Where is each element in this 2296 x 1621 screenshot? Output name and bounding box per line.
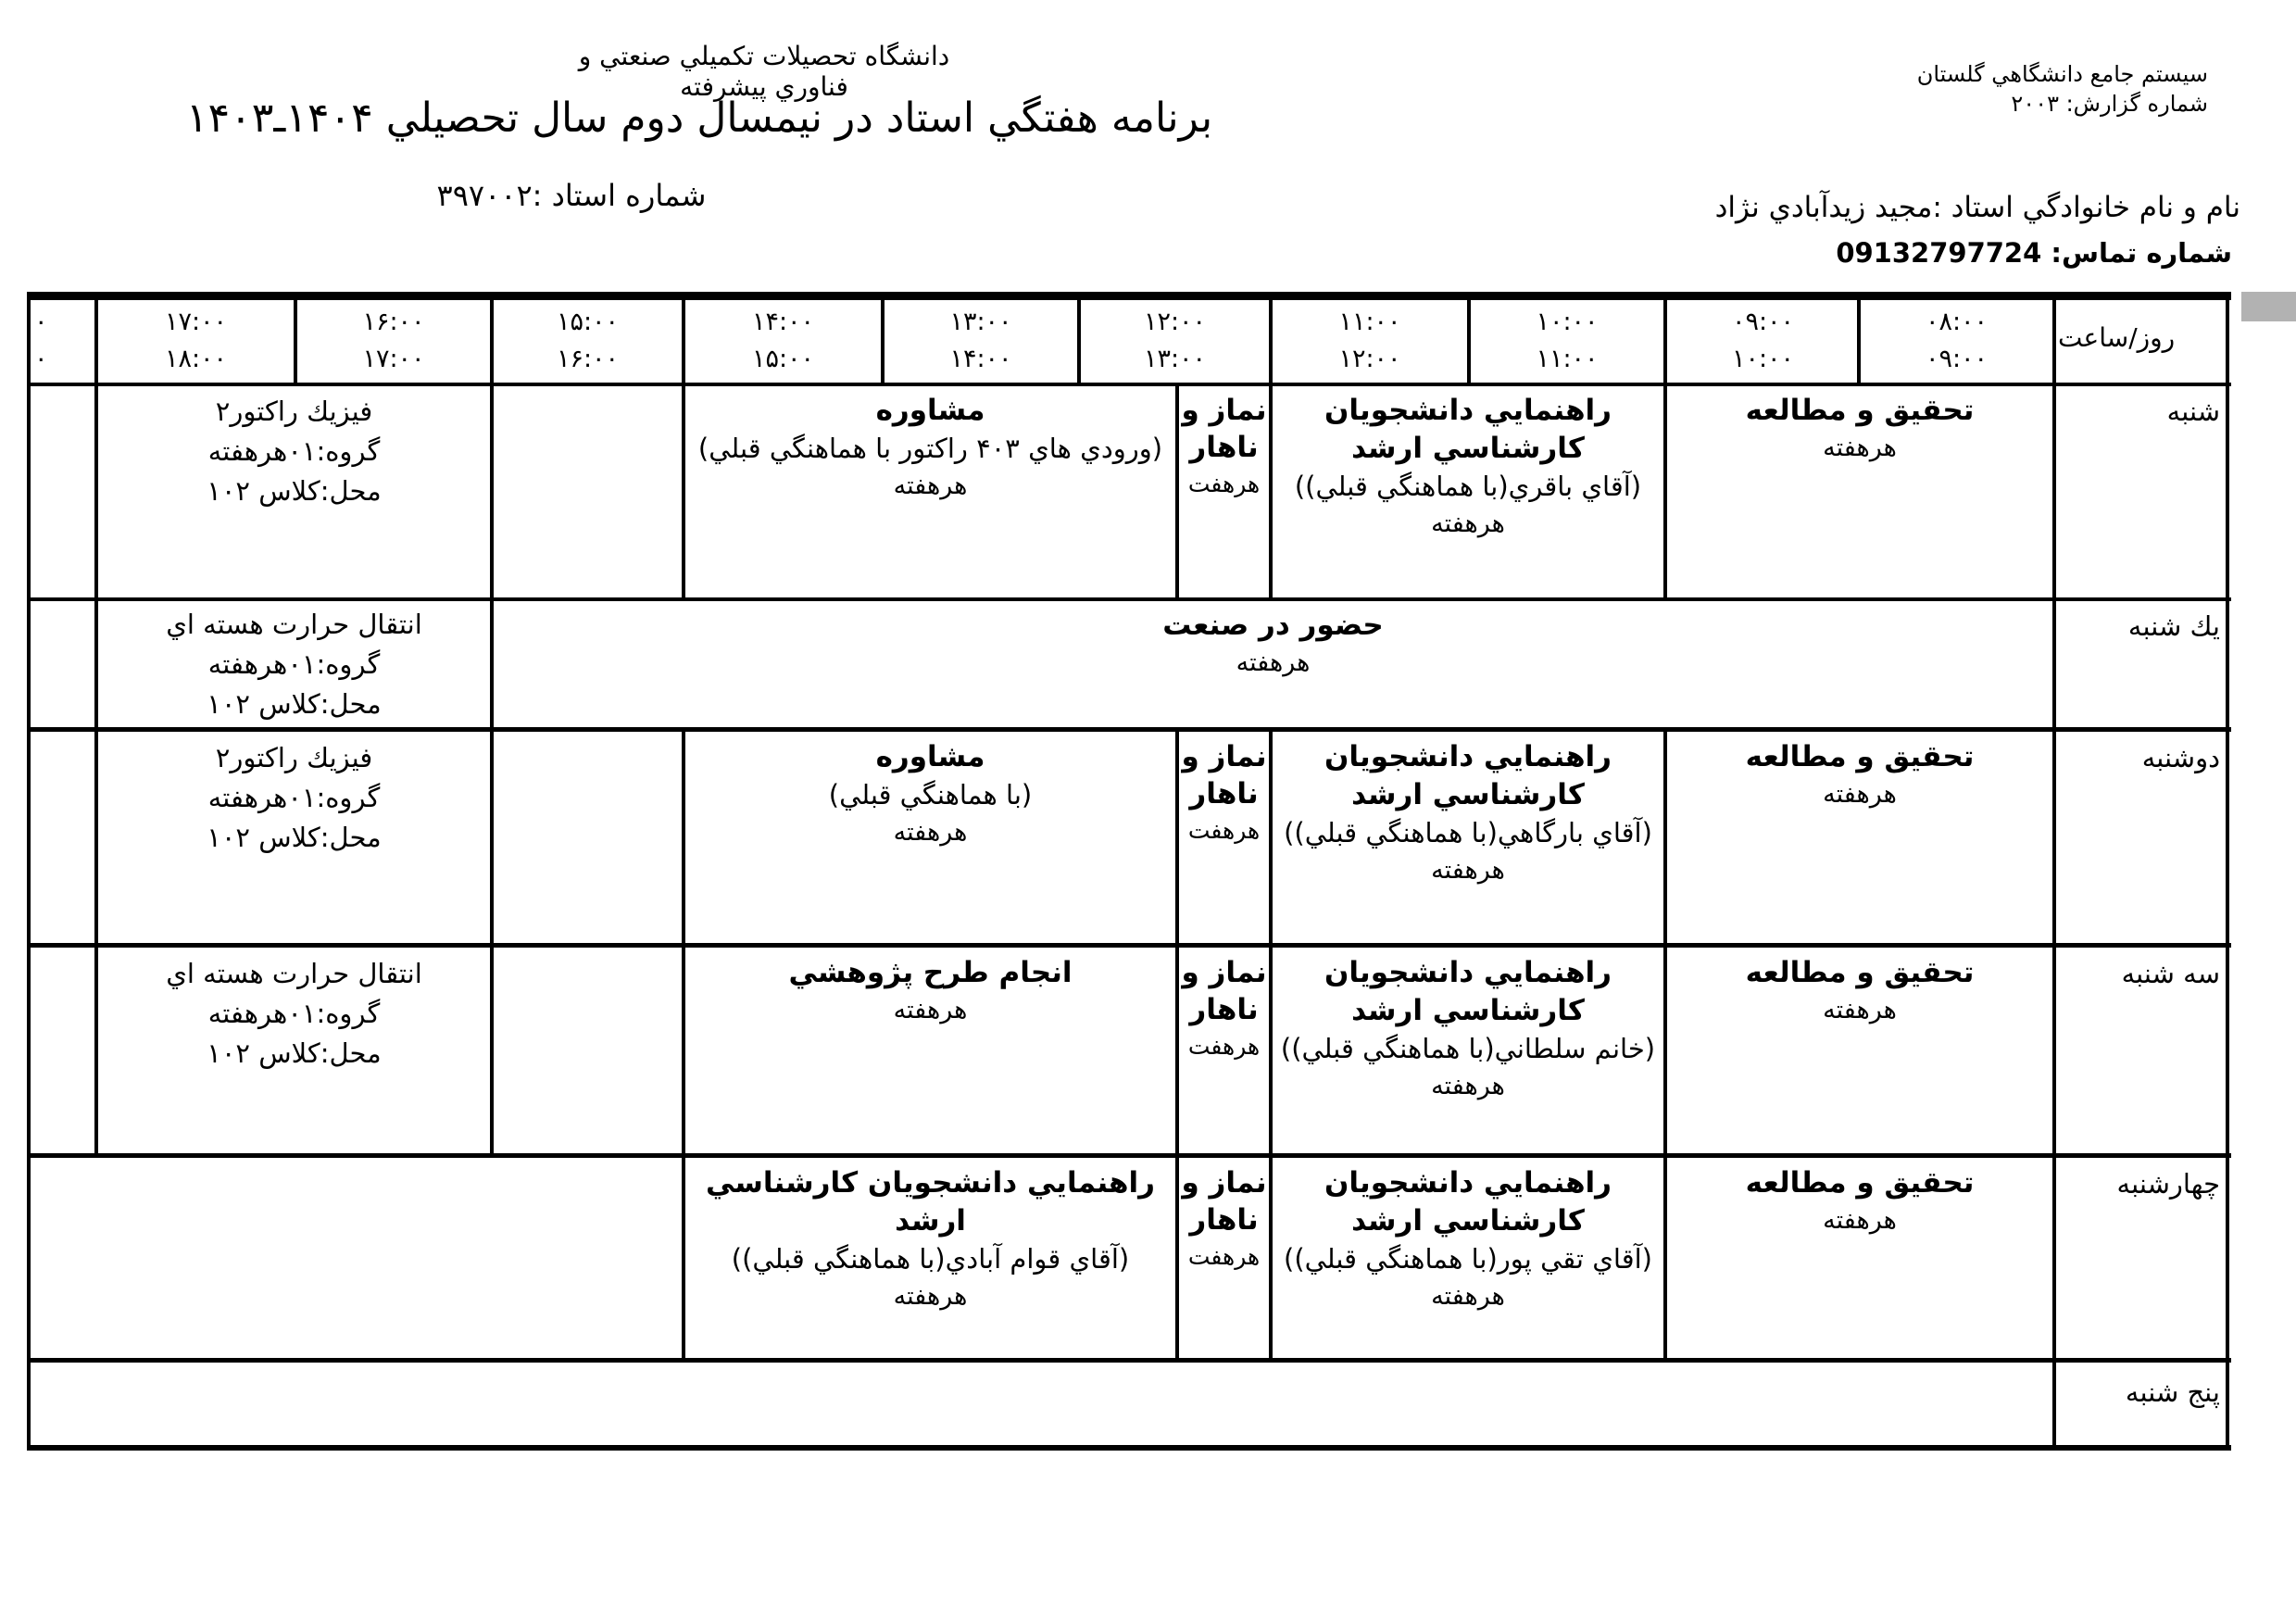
cut-digit: ۰ xyxy=(34,308,48,336)
activity-title: مشاوره xyxy=(875,394,985,427)
cell-mon-class-reactor-physics xyxy=(100,738,488,940)
activity-title: نماز و ناهار xyxy=(1181,740,1267,810)
row-divider xyxy=(27,727,2231,732)
course-name: فيزيك راكتور۲ xyxy=(215,396,373,427)
cell-sat-study xyxy=(1669,392,2051,594)
cell-sun-class-nuclear-heat-transfer xyxy=(100,605,488,725)
table-left-border xyxy=(27,292,31,1451)
col-divider xyxy=(1175,727,1179,1363)
table-right-border xyxy=(2226,292,2229,1451)
col-divider xyxy=(294,292,297,386)
slot-end: ۱۲:۰۰ xyxy=(1338,345,1401,373)
activity-details: (با هماهنگي قبلي) xyxy=(828,779,1033,810)
day-label-sunday: يك شنبه xyxy=(2127,610,2220,642)
cell-tue-study xyxy=(1669,954,2051,1150)
slot-end: ۰۹:۰۰ xyxy=(1925,345,1989,373)
row-divider xyxy=(27,943,2231,948)
course-group: گروه:۰۱هرهفته xyxy=(207,648,381,680)
slot-end: ۱۰:۰۰ xyxy=(1731,345,1795,373)
activity-title: تحقيق و مطالعه xyxy=(1745,956,1975,989)
time-slot-11-12 xyxy=(1274,304,1465,378)
slot-end: ۱۴:۰۰ xyxy=(949,345,1012,373)
day-col-divider xyxy=(2052,292,2056,1451)
corner-day-hour-label: روز/ساعت xyxy=(2058,321,2176,353)
slot-end: ۱۳:۰۰ xyxy=(1143,345,1207,373)
activity-note: هرهفته xyxy=(1823,1206,1897,1235)
cell-sun-industry-presence xyxy=(496,607,2051,725)
time-slot-17-18 xyxy=(100,304,292,378)
col-divider xyxy=(94,292,98,1157)
activity-note: هرهفته xyxy=(893,471,968,500)
activity-details: (آقاي تقي پور(با هماهنگي قبلي)) xyxy=(1284,1243,1652,1275)
row-divider xyxy=(27,1358,2231,1363)
activity-note: هرهفته xyxy=(1823,780,1897,809)
page-title: برنامه هفتگي استاد در نيمسال دوم سال تحصيلي ۱۴۰۴ـ۱۴۰۳ xyxy=(185,94,1213,142)
col-divider xyxy=(1663,292,1667,601)
activity-note: هرهفت xyxy=(1187,1033,1261,1060)
day-label-wednesday: چهارشنبه xyxy=(2116,1168,2220,1200)
slot-start: ۱۴:۰۰ xyxy=(751,308,815,336)
activity-details: (آقاي قوام آبادي(با هماهنگي قبلي)) xyxy=(731,1243,1130,1275)
time-slot-10-11 xyxy=(1473,304,1662,378)
col-divider xyxy=(1077,292,1081,386)
activity-note: هرهفته xyxy=(893,996,968,1024)
cut-digit: ۰ xyxy=(34,345,48,373)
activity-note: هرهفت xyxy=(1187,1243,1261,1270)
activity-note: هرهفته xyxy=(1431,1282,1505,1311)
activity-note: هرهفته xyxy=(1823,996,1897,1024)
slot-end: ۱۷:۰۰ xyxy=(362,345,425,373)
activity-title: تحقيق و مطالعه xyxy=(1745,394,1975,427)
slot-end: ۱۱:۰۰ xyxy=(1536,345,1599,373)
cell-mon-prayer-lunch xyxy=(1181,738,1267,940)
course-name: فيزيك راكتور۲ xyxy=(215,742,373,773)
activity-note: هرهفته xyxy=(893,818,968,847)
activity-title: نماز و ناهار xyxy=(1181,394,1267,464)
col-divider xyxy=(682,727,685,1363)
activity-title: حضور در صنعت xyxy=(1162,609,1384,642)
day-label-tuesday: سه شنبه xyxy=(2121,958,2220,989)
course-group: گروه:۰۱هرهفته xyxy=(207,998,381,1029)
cell-sat-advising xyxy=(1274,392,1662,594)
cell-wed-study xyxy=(1669,1164,2051,1355)
cut-time-column xyxy=(31,304,94,378)
col-divider xyxy=(1269,292,1273,601)
table-bottom-border xyxy=(27,1445,2231,1451)
activity-note: هرهفته xyxy=(1431,1072,1505,1100)
day-label-monday: دوشنبه xyxy=(2141,742,2220,773)
day-label-saturday: شنبه xyxy=(2166,396,2220,427)
slot-start: ۱۵:۰۰ xyxy=(556,308,620,336)
activity-title: انجام طرح پژوهشي xyxy=(788,956,1073,989)
activity-note: هرهفته xyxy=(1431,856,1505,885)
col-divider xyxy=(1175,383,1179,601)
slot-start: ۰۹:۰۰ xyxy=(1731,308,1795,336)
cell-mon-study xyxy=(1669,738,2051,940)
slot-start: ۱۰:۰۰ xyxy=(1536,308,1599,336)
activity-note: هرهفته xyxy=(1823,434,1897,462)
activity-title: راهنمايي دانشجويان كارشناسي ارشد xyxy=(1324,1166,1612,1238)
col-divider xyxy=(490,292,494,1157)
professor-name: نام و نام خانوادگي استاد :مجيد زيدآبادي نژاد xyxy=(1714,191,2240,224)
activity-title: تحقيق و مطالعه xyxy=(1745,1166,1975,1200)
activity-title: مشاوره xyxy=(875,740,985,773)
time-slot-13-14 xyxy=(886,304,1075,378)
slot-end: ۱۶:۰۰ xyxy=(556,345,620,373)
professor-number: شماره استاد :۳۹۷۰۰۲ xyxy=(436,178,707,213)
time-slot-16-17 xyxy=(299,304,488,378)
activity-title: نماز و ناهار xyxy=(1181,956,1267,1026)
cell-wed-advising xyxy=(1274,1164,1662,1355)
activity-title: تحقيق و مطالعه xyxy=(1745,740,1975,773)
activity-title: راهنمايي دانشجويان كارشناسي ارشد xyxy=(705,1166,1155,1238)
time-slot-15-16 xyxy=(496,304,680,378)
activity-title: راهنمايي دانشجويان كارشناسي ارشد xyxy=(1324,394,1612,465)
time-slot-12-13 xyxy=(1083,304,1267,378)
slot-start: ۱۱:۰۰ xyxy=(1338,308,1401,336)
slot-start: ۱۳:۰۰ xyxy=(949,308,1012,336)
contact-number: شماره تماس: 09132797724 xyxy=(1836,237,2232,269)
course-location: محل:كلاس ۱۰۲ xyxy=(207,688,382,720)
activity-note: هرهفته xyxy=(1236,648,1311,677)
activity-details: (آقاي بارگاهي(با هماهنگي قبلي)) xyxy=(1284,817,1652,848)
slot-start: ۱۷:۰۰ xyxy=(164,308,228,336)
report-number-line: شماره گزارش: ۲۰۰۳ xyxy=(2011,91,2208,117)
activity-note: هرهفته xyxy=(1431,509,1505,538)
col-divider xyxy=(1269,727,1273,1363)
cell-sat-consulting xyxy=(687,392,1173,594)
col-divider xyxy=(682,292,685,601)
activity-details: (خانم سلطاني(با هماهنگي قبلي)) xyxy=(1280,1033,1656,1064)
row-divider xyxy=(27,383,2231,386)
cell-mon-consulting xyxy=(687,738,1173,940)
university-name: دانشگاه تحصيلات تكميلي صنعتي و فناوري پيشرفته xyxy=(578,41,950,102)
course-location: محل:كلاس ۱۰۲ xyxy=(207,1037,382,1069)
edge-artifact-strip xyxy=(2241,292,2296,321)
course-name: انتقال حرارت هسته اي xyxy=(166,609,422,640)
course-location: محل:كلاس ۱۰۲ xyxy=(207,475,382,507)
course-name: انتقال حرارت هسته اي xyxy=(166,958,422,989)
cell-wed-prayer-lunch xyxy=(1181,1164,1267,1355)
cell-tue-prayer-lunch xyxy=(1181,954,1267,1150)
slot-end: ۱۸:۰۰ xyxy=(164,345,228,373)
activity-title: نماز و ناهار xyxy=(1181,1166,1267,1237)
course-group: گروه:۰۱هرهفته xyxy=(207,782,381,813)
cell-wed-advising-mid xyxy=(687,1164,1173,1355)
cell-sat-class-reactor-physics xyxy=(100,392,488,594)
time-slot-09-10 xyxy=(1669,304,1857,378)
cell-sat-prayer-lunch xyxy=(1181,392,1267,594)
activity-title: راهنمايي دانشجويان كارشناسي ارشد xyxy=(1324,740,1612,811)
activity-details: (ورودي هاي ۴۰۳ راكتور با هماهنگي قبلي) xyxy=(697,433,1163,464)
table-top-border xyxy=(27,292,2231,300)
time-slot-14-15 xyxy=(687,304,879,378)
cell-tue-class-nuclear-heat-transfer xyxy=(100,954,488,1150)
slot-end: ۱۵:۰۰ xyxy=(751,345,815,373)
activity-note: هرهفته xyxy=(893,1282,968,1311)
slot-start: ۱۶:۰۰ xyxy=(362,308,425,336)
row-divider xyxy=(27,1153,2231,1158)
row-divider xyxy=(27,597,2231,601)
activity-details: (آقاي باقري(با هماهنگي قبلي)) xyxy=(1294,471,1642,502)
cell-tue-research-project xyxy=(687,954,1173,1150)
cell-mon-advising xyxy=(1274,738,1662,940)
slot-start: ۰۸:۰۰ xyxy=(1925,308,1989,336)
cell-tue-advising xyxy=(1274,954,1662,1150)
course-group: گروه:۰۱هرهفته xyxy=(207,435,381,467)
col-divider xyxy=(1467,292,1471,386)
course-location: محل:كلاس ۱۰۲ xyxy=(207,822,382,853)
day-label-thursday: پنج شنبه xyxy=(2125,1376,2220,1408)
slot-start: ۱۲:۰۰ xyxy=(1143,308,1207,336)
activity-note: هرهفت xyxy=(1187,817,1261,844)
system-name-line: سيستم جامع دانشگاهي گلستان xyxy=(1916,61,2208,87)
activity-title: راهنمايي دانشجويان كارشناسي ارشد xyxy=(1324,956,1612,1027)
time-slot-08-09 xyxy=(1863,304,2051,378)
col-divider xyxy=(1663,727,1667,1363)
col-divider xyxy=(1857,292,1861,386)
activity-note: هرهفت xyxy=(1187,471,1261,497)
col-divider xyxy=(881,292,885,386)
